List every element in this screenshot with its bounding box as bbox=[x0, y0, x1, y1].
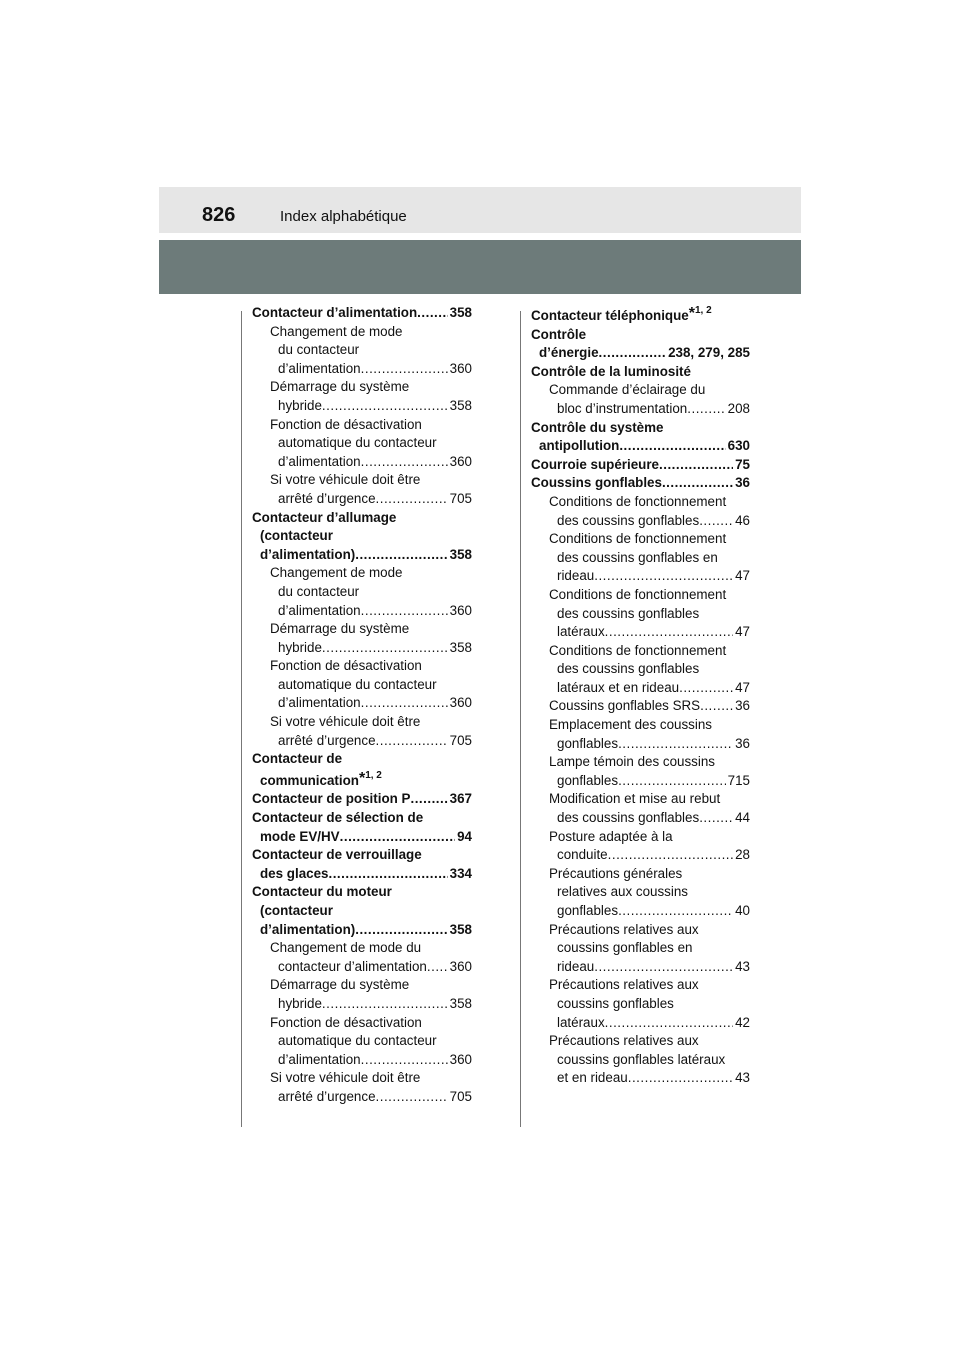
entry-text: d’alimentation) bbox=[260, 546, 356, 562]
page-reference: 44 bbox=[735, 810, 750, 826]
index-subentry bbox=[531, 976, 750, 995]
entry-text: automatique du contacteur bbox=[278, 1033, 437, 1049]
index-subentry bbox=[531, 512, 750, 531]
dot-leader bbox=[605, 1014, 733, 1033]
page-reference: 358 bbox=[449, 639, 472, 655]
dot-leader bbox=[361, 1051, 448, 1070]
entry-text: Posture adaptée à la bbox=[549, 828, 673, 844]
entry-text: Changement de mode bbox=[270, 565, 403, 581]
page-reference: 360 bbox=[449, 453, 472, 469]
index-entry bbox=[252, 902, 472, 921]
page-reference: 43 bbox=[735, 958, 750, 974]
entry-text: Contacteur de position P bbox=[252, 791, 411, 807]
index-subentry bbox=[531, 642, 750, 661]
index-subentry bbox=[252, 639, 472, 658]
index-subentry bbox=[252, 976, 472, 995]
page-reference: 367 bbox=[449, 791, 472, 807]
page-reference: 47 bbox=[735, 624, 750, 640]
entry-text: Précautions relatives aux bbox=[549, 1033, 699, 1049]
index-subentry bbox=[531, 790, 750, 809]
index-subentry bbox=[531, 1051, 750, 1070]
entry-text: arrêté d’urgence bbox=[278, 1088, 376, 1104]
index-subentry bbox=[531, 381, 750, 400]
column-divider-left bbox=[241, 311, 242, 1127]
index-subentry bbox=[252, 713, 472, 732]
dot-leader bbox=[376, 490, 448, 509]
entry-text: Coussins gonflables SRS bbox=[549, 698, 701, 714]
asterisk-mark: * bbox=[688, 305, 695, 322]
index-entry bbox=[252, 304, 472, 323]
entry-text: et en rideau bbox=[557, 1070, 628, 1086]
entry-text: (contacteur bbox=[260, 528, 333, 544]
dot-leader bbox=[417, 304, 447, 323]
dot-leader bbox=[427, 958, 448, 977]
index-entry bbox=[252, 790, 472, 809]
entry-text: gonflables bbox=[557, 735, 619, 751]
dot-leader bbox=[361, 360, 448, 379]
entry-text: communication bbox=[260, 772, 359, 788]
index-subentry bbox=[252, 490, 472, 509]
dot-leader bbox=[662, 474, 733, 493]
index-subentry bbox=[531, 400, 750, 419]
index-subentry bbox=[252, 1051, 472, 1070]
dot-leader bbox=[699, 512, 733, 531]
page-reference: 43 bbox=[735, 1070, 750, 1086]
index-subentry bbox=[252, 378, 472, 397]
page-reference: 360 bbox=[449, 1051, 472, 1067]
entry-text: Démarrage du système bbox=[270, 621, 410, 637]
page-reference: 36 bbox=[735, 475, 750, 491]
entry-text: automatique du contacteur bbox=[278, 435, 437, 451]
page-reference: 358 bbox=[449, 546, 472, 562]
entry-text: Conditions de fonctionnement bbox=[549, 586, 727, 602]
entry-text: Commande d’éclairage du bbox=[549, 382, 706, 398]
page-reference: 28 bbox=[735, 847, 750, 863]
page-reference: 358 bbox=[449, 995, 472, 1011]
entry-text: (contacteur bbox=[260, 903, 333, 918]
index-entry bbox=[252, 769, 472, 791]
page-reference: 705 bbox=[449, 1088, 472, 1104]
entry-text: coussins gonflables bbox=[557, 995, 674, 1011]
dot-leader bbox=[322, 995, 448, 1014]
entry-text: Démarrage du système bbox=[270, 379, 410, 395]
entry-text: Lampe témoin des coussins bbox=[549, 754, 715, 770]
index-subentry bbox=[252, 657, 472, 676]
entry-text: d’alimentation bbox=[278, 453, 361, 469]
entry-text: Conditions de fonctionnement bbox=[549, 642, 727, 658]
dot-leader bbox=[618, 735, 733, 754]
entry-text: Précautions relatives aux bbox=[549, 921, 699, 937]
index-entry bbox=[531, 419, 750, 438]
page-reference: 208 bbox=[727, 400, 750, 416]
entry-text: des coussins gonflables bbox=[557, 605, 700, 621]
page-reference: 47 bbox=[735, 568, 750, 584]
entry-text: latéraux bbox=[557, 624, 605, 640]
index-entry bbox=[531, 437, 750, 456]
dot-leader bbox=[700, 697, 733, 716]
entry-text: Conditions de fonctionnement bbox=[549, 531, 727, 547]
index-entry bbox=[531, 456, 750, 475]
dot-leader bbox=[599, 344, 667, 363]
entry-text: d’alimentation bbox=[278, 695, 361, 711]
dot-leader bbox=[322, 639, 448, 658]
index-subentry bbox=[252, 416, 472, 435]
entry-text: hybride bbox=[278, 397, 322, 413]
index-subentry bbox=[252, 471, 472, 490]
page-reference: 360 bbox=[449, 360, 472, 376]
index-column-left bbox=[252, 304, 472, 1107]
entry-text: Emplacement des coussins bbox=[549, 717, 712, 733]
entry-text: mode EV/HV bbox=[260, 828, 340, 844]
entry-text: Contacteur d’allumage bbox=[252, 509, 397, 525]
entry-text: Contacteur d’alimentation bbox=[252, 305, 418, 320]
entry-text: Démarrage du système bbox=[270, 977, 410, 993]
index-subentry bbox=[252, 1032, 472, 1051]
index-subentry bbox=[531, 567, 750, 586]
index-subentry bbox=[531, 735, 750, 754]
dot-leader bbox=[628, 1069, 733, 1088]
entry-text: rideau bbox=[557, 568, 595, 584]
entry-text: Contrôle de la luminosité bbox=[531, 363, 691, 379]
index-subentry bbox=[531, 828, 750, 847]
index-column-right bbox=[531, 304, 750, 1088]
section-band bbox=[159, 240, 801, 294]
index-subentry bbox=[531, 995, 750, 1014]
page-reference: 94 bbox=[457, 828, 472, 844]
column-divider-right bbox=[520, 311, 521, 1127]
entry-text: Contrôle bbox=[531, 326, 587, 342]
dot-leader bbox=[618, 902, 733, 921]
entry-text: latéraux bbox=[557, 1014, 605, 1030]
dot-leader bbox=[594, 567, 733, 586]
entry-text: rideau bbox=[557, 958, 595, 974]
index-subentry bbox=[531, 865, 750, 884]
dot-leader bbox=[699, 809, 733, 828]
index-subentry bbox=[252, 453, 472, 472]
entry-text: Contacteur de bbox=[252, 751, 343, 767]
page-reference: 238, 279, 285 bbox=[668, 345, 750, 361]
index-entry bbox=[252, 809, 472, 828]
entry-text: Contacteur de verrouillage bbox=[252, 847, 422, 863]
entry-text: conduite bbox=[557, 847, 608, 863]
footnote-reference: 1, 2 bbox=[694, 305, 712, 316]
dot-leader bbox=[618, 772, 726, 791]
index-entry bbox=[531, 474, 750, 493]
entry-text: bloc d’instrumentation bbox=[557, 400, 688, 416]
entry-text: d’alimentation bbox=[278, 360, 361, 376]
index-entry bbox=[531, 363, 750, 382]
index-subentry bbox=[252, 958, 472, 977]
entry-text: des coussins gonflables en bbox=[557, 549, 718, 565]
index-subentry bbox=[531, 493, 750, 512]
entry-text: automatique du contacteur bbox=[278, 676, 437, 692]
entry-text: Courroie supérieure bbox=[531, 456, 659, 472]
entry-text: d’alimentation) bbox=[260, 921, 356, 937]
dot-leader bbox=[355, 921, 447, 940]
index-subentry bbox=[252, 694, 472, 713]
dot-leader bbox=[361, 453, 448, 472]
entry-text: relatives aux coussins bbox=[557, 884, 688, 900]
entry-text: Changement de mode bbox=[270, 323, 403, 339]
index-entry bbox=[252, 921, 472, 940]
index-subentry bbox=[531, 772, 750, 791]
entry-text: Contacteur du moteur bbox=[252, 884, 392, 900]
index-subentry bbox=[531, 530, 750, 549]
index-subentry bbox=[252, 1014, 472, 1033]
index-subentry bbox=[252, 564, 472, 583]
entry-text: Coussins gonflables bbox=[531, 475, 662, 491]
entry-text: Précautions relatives aux bbox=[549, 977, 699, 993]
dot-leader bbox=[687, 400, 725, 419]
dot-leader bbox=[594, 958, 733, 977]
index-subentry bbox=[531, 679, 750, 698]
index-subentry bbox=[531, 902, 750, 921]
page-reference: 358 bbox=[449, 397, 472, 413]
dot-leader bbox=[340, 828, 455, 847]
entry-text: Fonction de désactivation bbox=[270, 1014, 422, 1030]
entry-text: arrêté d’urgence bbox=[278, 732, 376, 748]
index-subentry bbox=[252, 732, 472, 751]
page-reference: 40 bbox=[735, 903, 750, 918]
index-entry bbox=[252, 527, 472, 546]
index-subentry bbox=[531, 1032, 750, 1051]
index-subentry bbox=[252, 341, 472, 360]
page-number: 826 bbox=[202, 204, 236, 226]
index-subentry bbox=[531, 921, 750, 940]
dot-leader bbox=[328, 865, 447, 884]
page-reference: 360 bbox=[449, 602, 472, 618]
entry-text: Modification et mise au rebut bbox=[549, 791, 721, 807]
dot-leader bbox=[410, 790, 447, 809]
index-entry bbox=[531, 307, 750, 326]
entry-text: des coussins gonflables bbox=[557, 512, 700, 528]
entry-text: hybride bbox=[278, 639, 322, 655]
index-subentry bbox=[531, 716, 750, 735]
entry-text: d’énergie bbox=[539, 345, 599, 361]
index-entry bbox=[531, 326, 750, 345]
page-reference: 705 bbox=[449, 732, 472, 748]
index-subentry bbox=[531, 623, 750, 642]
page-reference: 358 bbox=[449, 305, 472, 320]
page-reference: 334 bbox=[449, 865, 472, 881]
index-entry bbox=[252, 546, 472, 565]
entry-text: Contrôle du système bbox=[531, 419, 664, 435]
entry-text: Changement de mode du bbox=[270, 940, 422, 956]
index-subentry bbox=[252, 620, 472, 639]
index-subentry bbox=[531, 809, 750, 828]
entry-text: antipollution bbox=[539, 438, 620, 454]
page-reference: 360 bbox=[449, 958, 472, 974]
index-subentry bbox=[252, 583, 472, 602]
index-entry bbox=[252, 509, 472, 528]
entry-text: contacteur d’alimentation bbox=[278, 958, 427, 974]
dot-leader bbox=[376, 732, 448, 751]
index-subentry bbox=[252, 323, 472, 342]
dot-leader bbox=[361, 602, 448, 621]
index-subentry bbox=[252, 676, 472, 695]
entry-text: d’alimentation bbox=[278, 1051, 361, 1067]
index-subentry bbox=[252, 939, 472, 958]
dot-leader bbox=[659, 456, 733, 475]
index-entry bbox=[252, 846, 472, 865]
dot-leader bbox=[679, 679, 733, 698]
entry-text: gonflables bbox=[557, 903, 619, 918]
index-subentry bbox=[531, 846, 750, 865]
entry-text: Contacteur de sélection de bbox=[252, 810, 424, 826]
entry-text: hybride bbox=[278, 995, 322, 1011]
page-reference: 42 bbox=[735, 1014, 750, 1030]
index-subentry bbox=[531, 1014, 750, 1033]
index-entry bbox=[252, 828, 472, 847]
page-reference: 36 bbox=[735, 735, 750, 751]
index-subentry bbox=[252, 434, 472, 453]
index-subentry bbox=[252, 397, 472, 416]
index-subentry bbox=[531, 549, 750, 568]
entry-text: Précautions générales bbox=[549, 865, 683, 881]
entry-text: du contacteur bbox=[278, 583, 360, 599]
index-subentry bbox=[531, 939, 750, 958]
entry-text: des glaces bbox=[260, 865, 329, 881]
index-subentry bbox=[531, 586, 750, 605]
entry-text: Si votre véhicule doit être bbox=[270, 714, 421, 730]
index-subentry bbox=[531, 1069, 750, 1088]
entry-text: Fonction de désactivation bbox=[270, 658, 422, 674]
index-entry bbox=[531, 344, 750, 363]
index-subentry bbox=[252, 360, 472, 379]
page-reference: 75 bbox=[735, 456, 750, 472]
entry-text: Si votre véhicule doit être bbox=[270, 1070, 421, 1086]
entry-text: du contacteur bbox=[278, 342, 360, 358]
page-title: Index alphabétique bbox=[280, 208, 407, 225]
entry-text: Si votre véhicule doit être bbox=[270, 472, 421, 488]
dot-leader bbox=[619, 437, 725, 456]
entry-text: latéraux et en rideau bbox=[557, 679, 680, 695]
index-subentry bbox=[252, 995, 472, 1014]
index-subentry bbox=[531, 958, 750, 977]
dot-leader bbox=[322, 397, 448, 416]
dot-leader bbox=[605, 623, 733, 642]
index-subentry bbox=[531, 697, 750, 716]
entry-text: d’alimentation bbox=[278, 602, 361, 618]
entry-text: des coussins gonflables bbox=[557, 661, 700, 677]
entry-text: coussins gonflables en bbox=[557, 940, 693, 956]
dot-leader bbox=[376, 1088, 448, 1107]
index-subentry bbox=[531, 660, 750, 679]
index-subentry bbox=[252, 602, 472, 621]
page-reference: 360 bbox=[449, 695, 472, 711]
page-reference: 705 bbox=[449, 490, 472, 506]
entry-text: Conditions de fonctionnement bbox=[549, 493, 727, 509]
asterisk-mark: * bbox=[358, 769, 366, 787]
index-subentry bbox=[252, 1069, 472, 1088]
header-bar bbox=[159, 187, 801, 233]
dot-leader bbox=[608, 846, 733, 865]
index-subentry bbox=[531, 605, 750, 624]
page-reference: 715 bbox=[727, 772, 750, 788]
entry-text: arrêté d’urgence bbox=[278, 490, 376, 506]
dot-leader bbox=[355, 546, 447, 565]
entry-text: des coussins gonflables bbox=[557, 810, 700, 826]
page-reference: 36 bbox=[735, 698, 750, 714]
page-reference: 47 bbox=[735, 679, 750, 695]
index-entry bbox=[252, 883, 472, 902]
page-reference: 630 bbox=[727, 438, 750, 454]
entry-text: Fonction de désactivation bbox=[270, 416, 422, 432]
page-reference: 46 bbox=[735, 512, 750, 528]
index-entry bbox=[252, 750, 472, 769]
entry-text: coussins gonflables latéraux bbox=[557, 1051, 726, 1067]
footnote-reference: 1, 2 bbox=[365, 769, 382, 781]
entry-text: Contacteur téléphonique bbox=[531, 308, 689, 323]
dot-leader bbox=[361, 694, 448, 713]
entry-text: gonflables bbox=[557, 772, 619, 788]
index-subentry bbox=[252, 1088, 472, 1107]
index-subentry bbox=[531, 883, 750, 902]
index-subentry bbox=[531, 753, 750, 772]
page-reference: 358 bbox=[449, 921, 472, 937]
index-entry bbox=[252, 865, 472, 884]
